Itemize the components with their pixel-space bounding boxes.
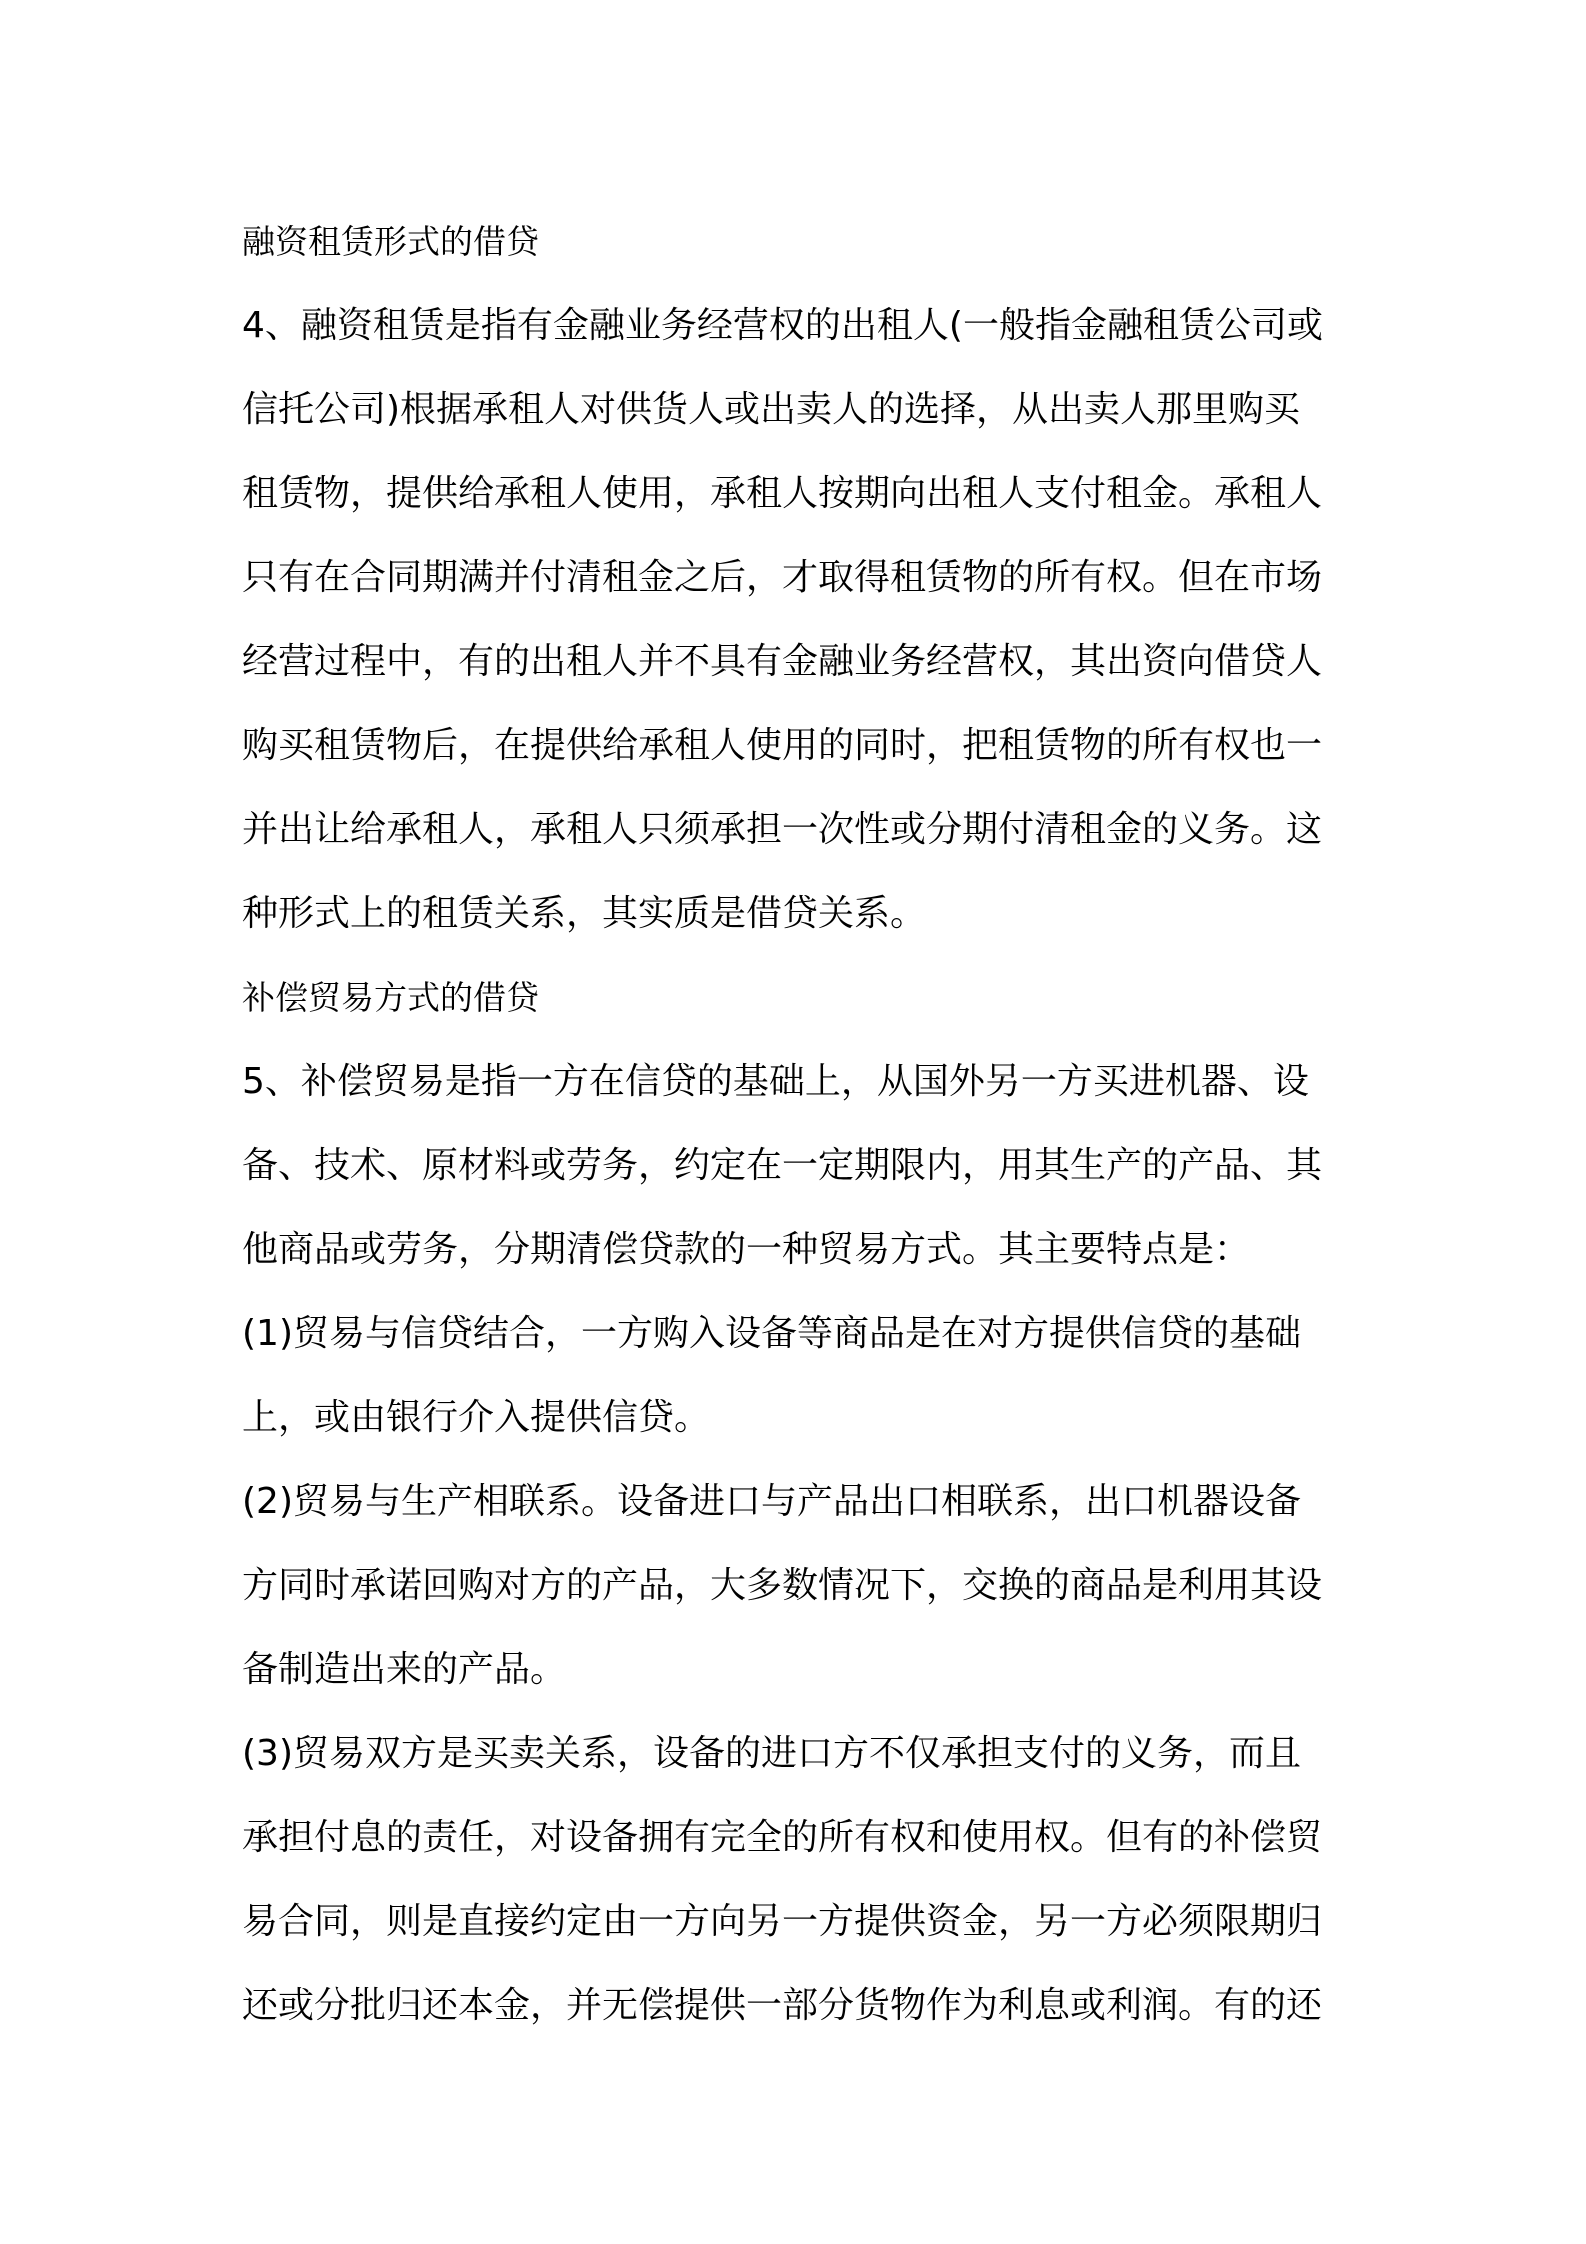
- paragraph-line: 4、融资租赁是指有金融业务经营权的出租人(一般指金融租赁公司或: [242, 305, 1323, 346]
- paragraph-line: 他商品或劳务，分期清偿贷款的一种贸易方式。其主要特点是：: [242, 1229, 1251, 1270]
- paragraph-line: 易合同，则是直接约定由一方向另一方提供资金，另一方必须限期归: [242, 1901, 1323, 1942]
- paragraph-line: 租赁物，提供给承租人使用，承租人按期向出租人支付租金。承租人: [242, 473, 1323, 514]
- paragraph-line: (3)贸易双方是买卖关系，设备的进口方不仅承担支付的义务，而且: [242, 1733, 1301, 1774]
- paragraph-line: 备制造出来的产品。: [242, 1649, 567, 1690]
- paragraph-line: 种形式上的租赁关系，其实质是借贷关系。: [242, 893, 927, 934]
- paragraph-line: 购买租赁物后，在提供给承租人使用的同时，把租赁物的所有权也一: [242, 725, 1323, 766]
- paragraph-line: 备、技术、原材料或劳务，约定在一定期限内，用其生产的产品、其: [242, 1145, 1323, 1186]
- paragraph-line: 经营过程中，有的出租人并不具有金融业务经营权，其出资向借贷人: [242, 641, 1323, 682]
- paragraph-line: 承担付息的责任，对设备拥有完全的所有权和使用权。但有的补偿贸: [242, 1817, 1323, 1858]
- paragraph-line: 并出让给承租人，承租人只须承担一次性或分期付清租金的义务。这: [242, 809, 1323, 850]
- paragraph-line: 只有在合同期满并付清租金之后，才取得租赁物的所有权。但在市场: [242, 557, 1323, 598]
- paragraph-line: 方同时承诺回购对方的产品，大多数情况下，交换的商品是利用其设: [242, 1565, 1323, 1606]
- paragraph-line: (2)贸易与生产相联系。设备进口与产品出口相联系，出口机器设备: [242, 1481, 1301, 1522]
- section-heading-compensation-trade: 补偿贸易方式的借贷: [242, 978, 539, 1017]
- paragraph-line: 5、补偿贸易是指一方在信贷的基础上，从国外另一方买进机器、设: [242, 1061, 1309, 1102]
- paragraph-line: 上，或由银行介入提供信贷。: [242, 1397, 711, 1438]
- document-body: [242, 200, 1362, 2048]
- paragraph-line: 信托公司)根据承租人对供货人或出卖人的选择，从出卖人那里购买: [242, 389, 1301, 430]
- section-heading-financial-leasing: 融资租赁形式的借贷: [242, 222, 539, 261]
- paragraph-line: 还或分批归还本金，并无偿提供一部分货物作为利息或利润。有的还: [242, 1985, 1323, 2026]
- paragraph-line: (1)贸易与信贷结合，一方购入设备等商品是在对方提供信贷的基础: [242, 1313, 1301, 1354]
